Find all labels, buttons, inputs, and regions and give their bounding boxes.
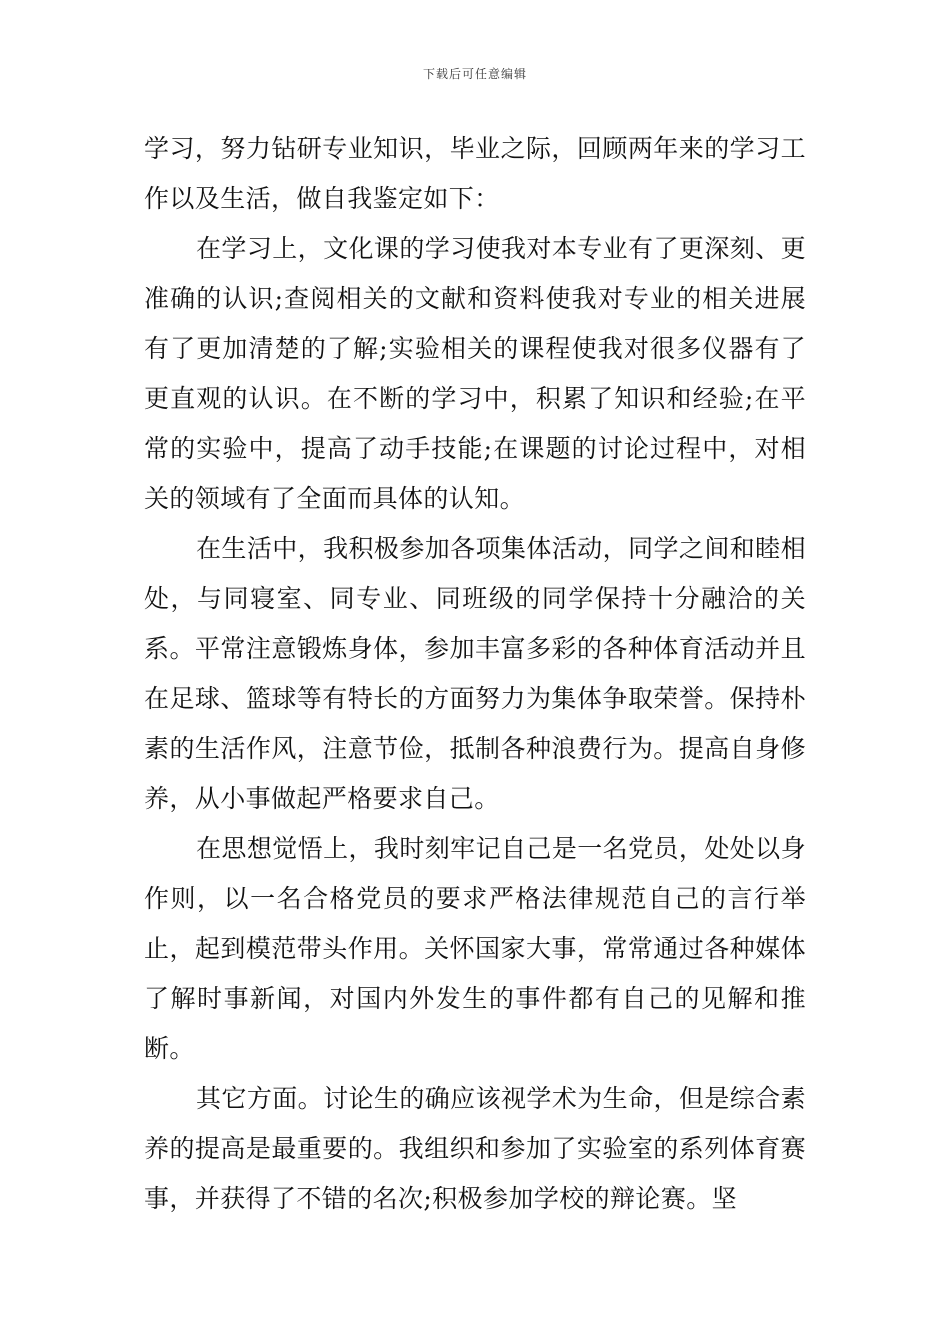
document-body [144,124,806,1224]
paragraph-4: 在思想觉悟上，我时刻牢记自己是一名党员，处处以身作则，以一名合格党员的要求严格法律规范自己的言行举止，起到模范带头作用。关怀国家大事，常常通过各种媒体了解时事新闻，对国内外发生的事件都有自己的见解和推断。 [144,834,806,1063]
paragraph-5: 其它方面。讨论生的确应该视学术为生命，但是综合素养的提高是最重要的。我组织和参加了实验室的系列体育赛事，并获得了不错的名次;积极参加学校的辩论赛。坚 [144,1084,806,1213]
paragraph-1: 学习，努力钻研专业知识，毕业之际，回顾两年来的学习工作以及生活，做自我鉴定如下： [144,134,806,213]
paragraph-2: 在学习上，文化课的学习使我对本专业有了更深刻、更准确的认识;查阅相关的文献和资料使我对专业的相关进展有了更加清楚的了解;实验相关的课程使我对很多仪器有了更直观的认识。在不断的学习中，积累了知识和经验;在平常的实验中，提高了动手技能;在课题的讨论过程中，对相关的领域有了全面而具体的认知。 [144,234,806,513]
paragraph-3: 在生活中，我积极参加各项集体活动，同学之间和睦相处，与同寝室、同专业、同班级的同学保持十分融洽的关系。平常注意锻炼身体，参加丰富多彩的各种体育活动并且在足球、篮球等有特长的方面努力为集体争取荣誉。保持朴素的生活作风，注意节俭，抵制各种浪费行为。提高自身修养，从小事做起严格要求自己。 [144,534,806,813]
page-header: 下载后可任意编辑 [422,67,527,81]
